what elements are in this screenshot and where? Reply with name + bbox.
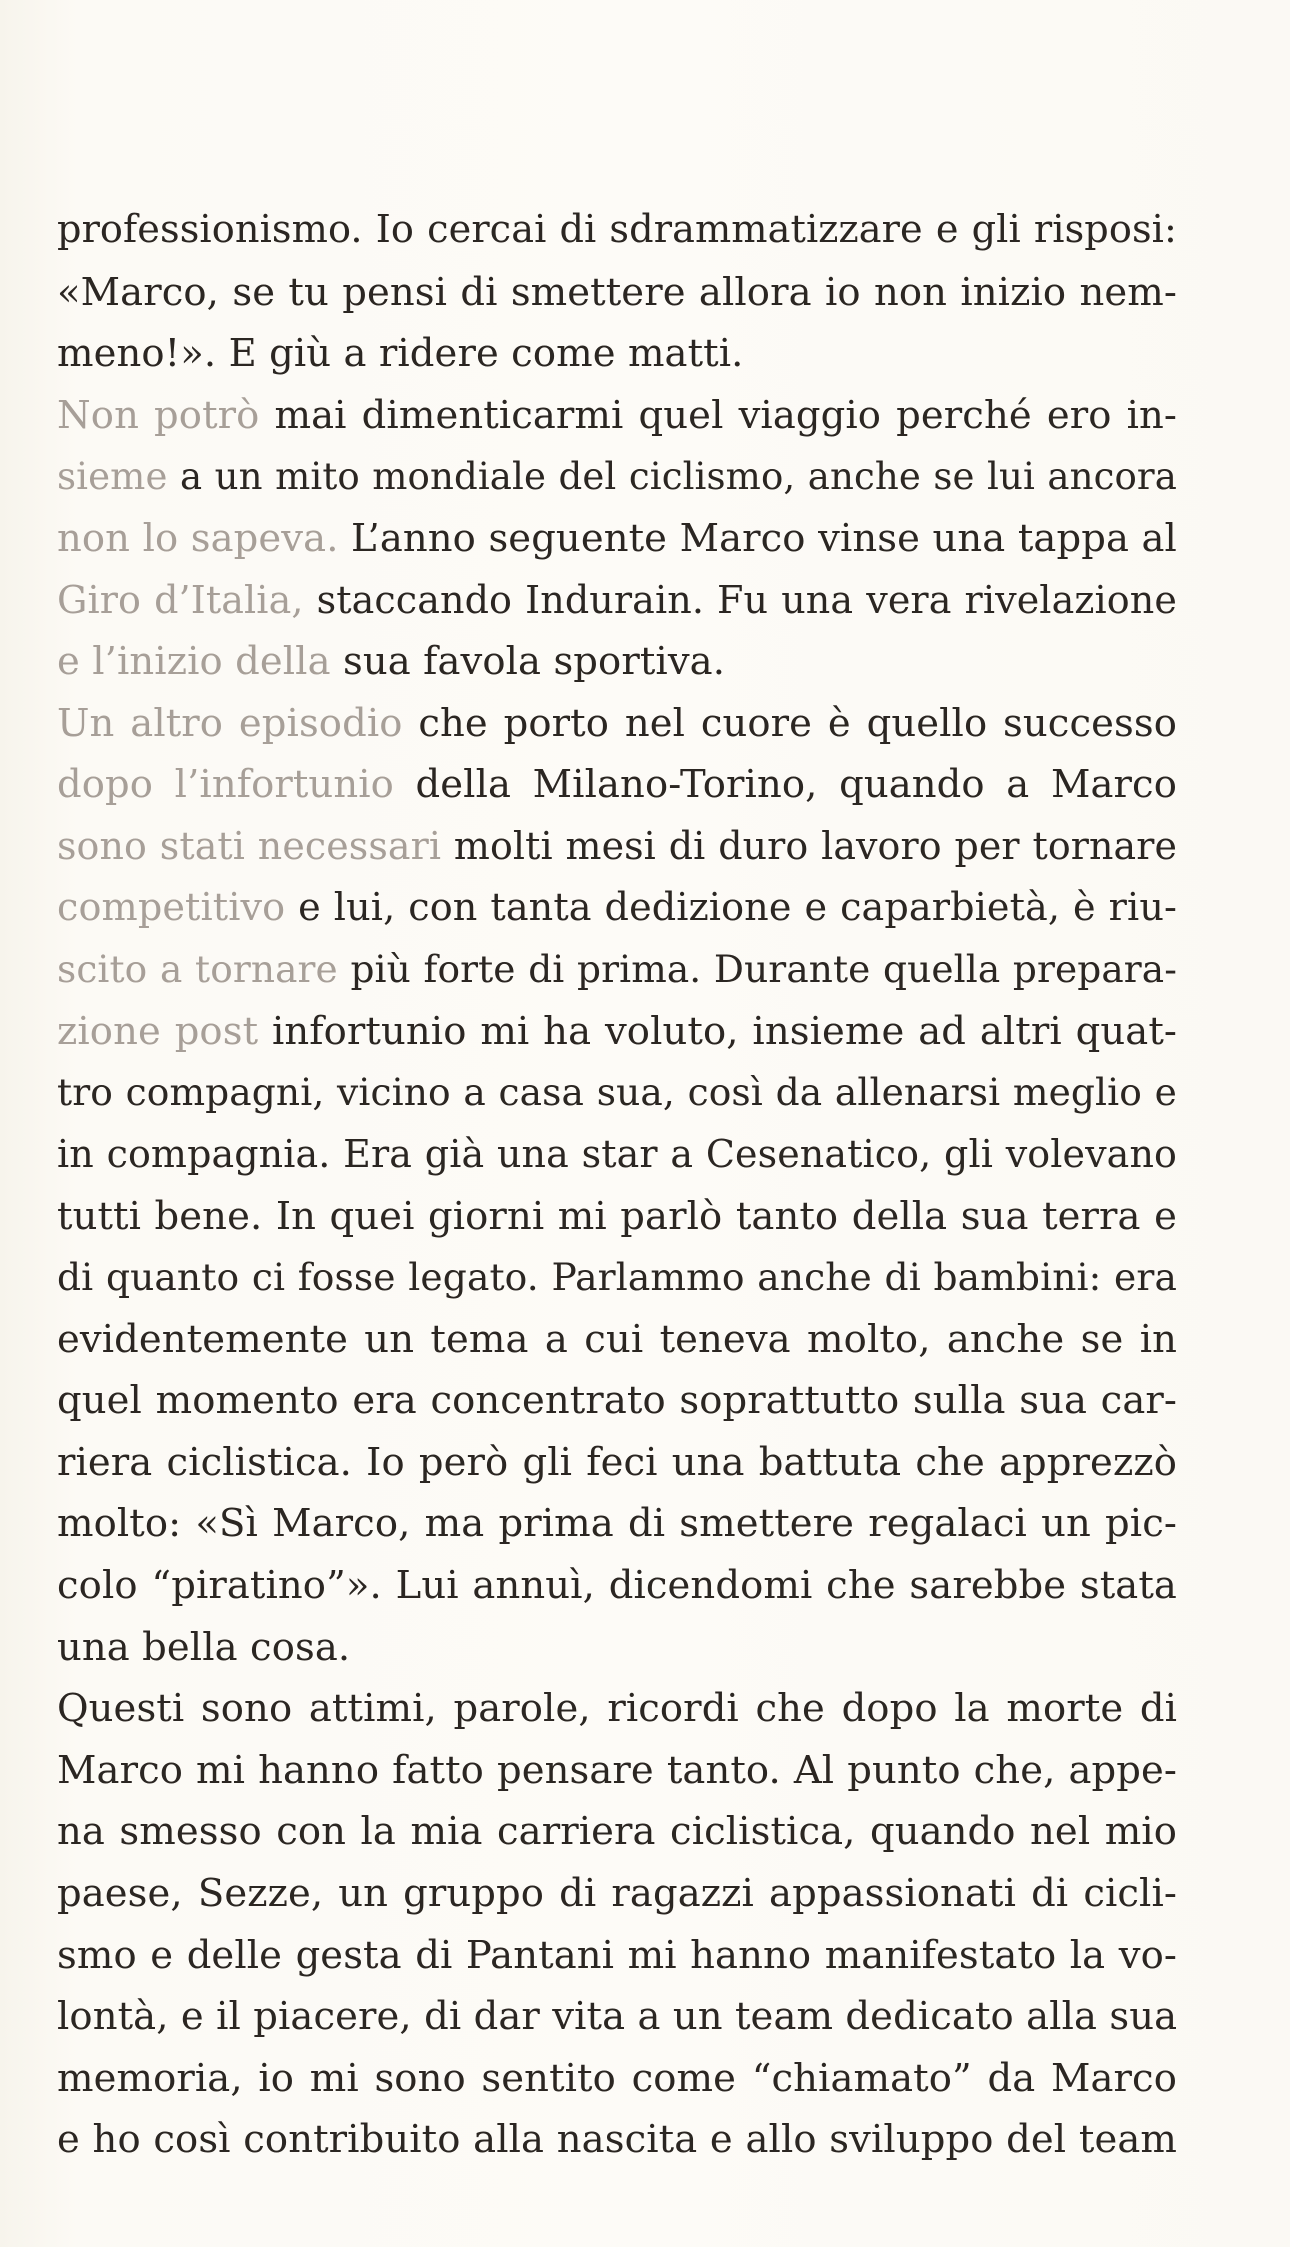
- text-line: [57, 323, 1177, 385]
- text-line: [57, 1801, 1177, 1863]
- line-text: molti mesi di duro lavoro per tornare: [441, 823, 1177, 868]
- text-line: [57, 385, 1177, 447]
- text-line: [57, 570, 1177, 632]
- line-text: «Marco, se tu pensi di smettere allora io non inizio nem-: [57, 269, 1177, 315]
- line-text: in compagnia. Era già una star a Cesenatico, gli volevano: [57, 1131, 1177, 1176]
- faded-text: Un altro episodio: [57, 700, 403, 746]
- text-line: [57, 1062, 1177, 1124]
- line-text: molto: «Sì Marco, ma prima di smettere regalaci un pic-: [57, 1501, 1177, 1547]
- text-line: [57, 754, 1177, 816]
- text-line: [57, 1370, 1177, 1432]
- line-text: memoria, io mi sono sentito come “chiamato” da Marco: [57, 2055, 1177, 2101]
- faded-text: e l’inizio della: [57, 639, 331, 685]
- line-text: sua favola sportiva.: [330, 639, 726, 685]
- text-line: [57, 939, 1177, 1001]
- text-line: [57, 1925, 1177, 1987]
- line-text: di quanto ci fosse legato. Parlammo anche di bambini: era: [57, 1255, 1177, 1300]
- line-text: lontà, e il piacere, di dar vita a un team dedicato alla sua: [57, 1994, 1178, 2040]
- line-text: a un mito mondiale del ciclismo, anche se lui ancora: [167, 455, 1177, 499]
- line-text: mai dimenticarmi quel viaggio perché ero in-: [259, 392, 1177, 438]
- text-line: [57, 1124, 1177, 1186]
- text-line: [57, 1432, 1177, 1494]
- text-line: [57, 1740, 1177, 1802]
- text-line: [57, 1493, 1177, 1555]
- faded-text: zione post: [57, 1008, 259, 1054]
- text-line: [57, 1863, 1177, 1925]
- line-text: Questi sono attimi, parole, ricordi che dopo la morte di: [57, 1686, 1177, 1732]
- line-text: colo “piratino”». Lui annuì, dicendomi che sarebbe stata: [57, 1563, 1177, 1609]
- text-line: [57, 446, 1177, 508]
- text-line: [57, 693, 1177, 755]
- line-text: e lui, con tanta dedizione e caparbietà, è riu-: [285, 885, 1177, 930]
- line-text: che porto nel cuore è quello successo: [402, 700, 1177, 746]
- faded-text: Giro d’Italia,: [57, 577, 304, 622]
- line-text: della Milano-Torino, quando a Marco: [393, 762, 1177, 808]
- line-text: L’anno seguente Marco vinse una tappa al: [338, 515, 1177, 561]
- line-text: riera ciclistica. Io però gli feci una battuta che apprezzò: [57, 1439, 1177, 1485]
- line-text: infortunio mi ha voluto, insieme ad altri quat-: [258, 1008, 1177, 1054]
- text-line: [57, 1186, 1177, 1248]
- line-text: e ho così contribuito alla nascita e allo sviluppo del team: [57, 2117, 1177, 2163]
- faded-text: scito a tornare: [57, 947, 338, 992]
- text-line: [57, 1247, 1177, 1309]
- line-text: smo e delle gesta di Pantani mi hanno manifestato la vo-: [57, 1932, 1177, 1978]
- body-text: [57, 200, 1177, 2171]
- faded-text: dopo l’infortunio: [57, 762, 394, 808]
- text-line: [57, 1678, 1177, 1740]
- line-text: Marco mi hanno fatto pensare tanto. Al punto che, appe-: [57, 1747, 1177, 1793]
- text-line: [57, 1617, 1177, 1679]
- faded-text: Non potrò: [57, 392, 260, 438]
- line-text: evidentemente un tema a cui teneva molto, anche se in: [57, 1316, 1177, 1362]
- faded-text: non lo sapeva.: [57, 515, 339, 561]
- text-line: [57, 631, 1177, 693]
- line-text: staccando Indurain. Fu una vera rivelazione: [303, 577, 1177, 622]
- line-text: na smesso con la mia carriera ciclistica, quando nel mio: [57, 1809, 1177, 1855]
- line-text: tutti bene. In quei giorni mi parlò tanto della sua terra e: [57, 1193, 1177, 1239]
- line-text: meno!». E giù a ridere come matti.: [57, 331, 744, 377]
- faded-text: competitivo: [57, 885, 286, 930]
- text-line: [57, 2048, 1177, 2110]
- line-text: tro compagni, vicino a casa sua, così da allenarsi meglio e: [57, 1070, 1177, 1115]
- text-line: [57, 508, 1177, 570]
- line-text: più forte di prima. Durante quella prepara-: [337, 947, 1178, 992]
- text-line: [57, 878, 1177, 940]
- line-text: professionismo. Io cercai di sdrammatizzare e gli risposi:: [57, 208, 1177, 252]
- faded-text: sono stati necessari: [57, 823, 442, 868]
- text-line: [57, 816, 1177, 878]
- text-line: [57, 1309, 1177, 1371]
- text-line: [57, 1986, 1177, 2048]
- text-line: [57, 2109, 1177, 2171]
- text-line: [57, 262, 1177, 324]
- faded-text: sieme: [57, 455, 168, 499]
- line-text: quel momento era concentrato soprattutto sulla sua car-: [57, 1378, 1177, 1424]
- text-line: [57, 200, 1177, 262]
- text-line: [57, 1001, 1177, 1063]
- line-text: una bella cosa.: [57, 1624, 351, 1670]
- line-text: paese, Sezze, un gruppo di ragazzi appassionati di cicli-: [57, 1871, 1177, 1917]
- text-line: [57, 1555, 1177, 1617]
